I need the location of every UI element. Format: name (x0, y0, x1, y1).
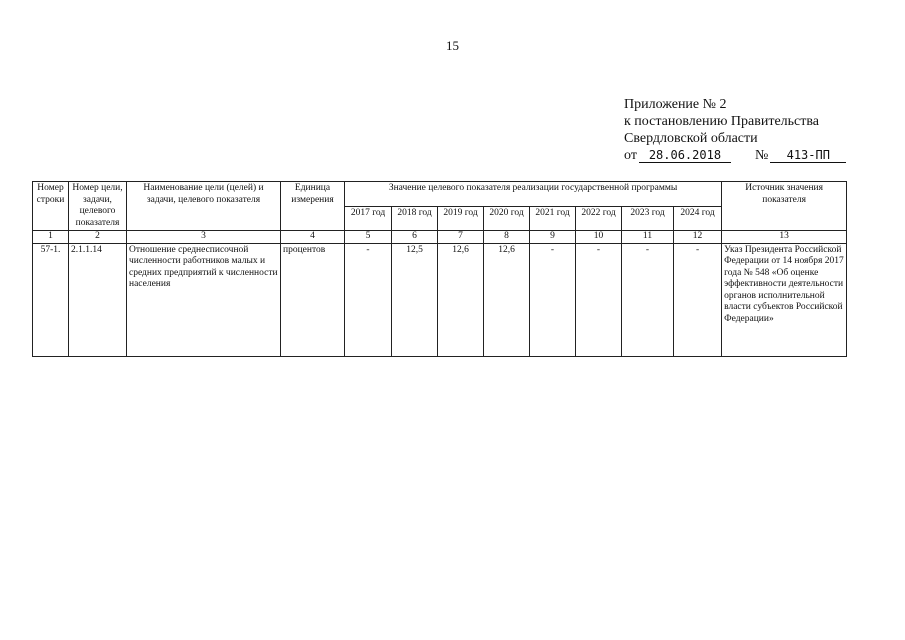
cell-value-2018: 12,5 (392, 243, 438, 356)
indicators-table (32, 181, 847, 357)
column-number: 4 (281, 231, 345, 244)
header-goal-number: Номер цели, задачи, целевого показателя (69, 182, 127, 231)
cell-source: Указ Президента Российской Федерации от 14 ноября 2017 года № 548 «Об оценке эффективности деятельности органов исполнительной власти субъектов Российской Федерации» (722, 243, 847, 356)
appendix-header (624, 96, 846, 164)
header-values-group: Значение целевого показателя реализации государственной программы (345, 182, 722, 207)
column-number: 8 (484, 231, 530, 244)
decree-date-prefix: от (624, 148, 637, 163)
header-year: 2018 год (392, 206, 438, 231)
header-row (33, 182, 847, 207)
appendix-decree-ref: к постановлению Правительства (624, 114, 820, 129)
column-number: 3 (127, 231, 281, 244)
column-number: 5 (345, 231, 392, 244)
header-year: 2023 год (622, 206, 674, 231)
cell-value-2023: - (622, 243, 674, 356)
column-number: 9 (530, 231, 576, 244)
cell-value-2024: - (674, 243, 722, 356)
table-row (33, 243, 847, 356)
header-year: 2024 год (674, 206, 722, 231)
header-source: Источник значения показателя (722, 182, 847, 231)
header-row-number: Номер строки (33, 182, 69, 231)
header-year: 2017 год (345, 206, 392, 231)
header-year: 2021 год (530, 206, 576, 231)
column-number: 2 (69, 231, 127, 244)
header-year: 2020 год (484, 206, 530, 231)
decree-number-sign: № (754, 148, 769, 163)
page-number: 15 (446, 38, 459, 53)
cell-value-2022: - (576, 243, 622, 356)
column-number: 12 (674, 231, 722, 244)
cell-value-2021: - (530, 243, 576, 356)
cell-value-2017: - (345, 243, 392, 356)
appendix-title: Приложение № 2 (624, 97, 727, 112)
decree-number: 413-ПП (770, 149, 846, 163)
header-unit: Единица измерения (281, 182, 345, 231)
cell-value-2019: 12,6 (438, 243, 484, 356)
column-number: 13 (722, 231, 847, 244)
header-year: 2019 год (438, 206, 484, 231)
header-goal-name: Наименование цели (целей) и задачи, целевого показателя (127, 182, 281, 231)
cell-row-number: 57-1. (33, 243, 69, 356)
decree-date-number (624, 147, 846, 164)
decree-date: 28.06.2018 (639, 149, 731, 163)
column-number: 11 (622, 231, 674, 244)
column-number: 1 (33, 231, 69, 244)
appendix-region: Свердловской области (624, 131, 758, 146)
column-numbers-row (33, 231, 847, 244)
cell-goal-name: Отношение среднесписочной численности работников малых и средних предприятий к численности населения (127, 243, 281, 356)
header-year: 2022 год (576, 206, 622, 231)
cell-value-2020: 12,6 (484, 243, 530, 356)
column-number: 10 (576, 231, 622, 244)
column-number: 7 (438, 231, 484, 244)
column-number: 6 (392, 231, 438, 244)
cell-goal-number: 2.1.1.14 (69, 243, 127, 356)
cell-unit: процентов (281, 243, 345, 356)
